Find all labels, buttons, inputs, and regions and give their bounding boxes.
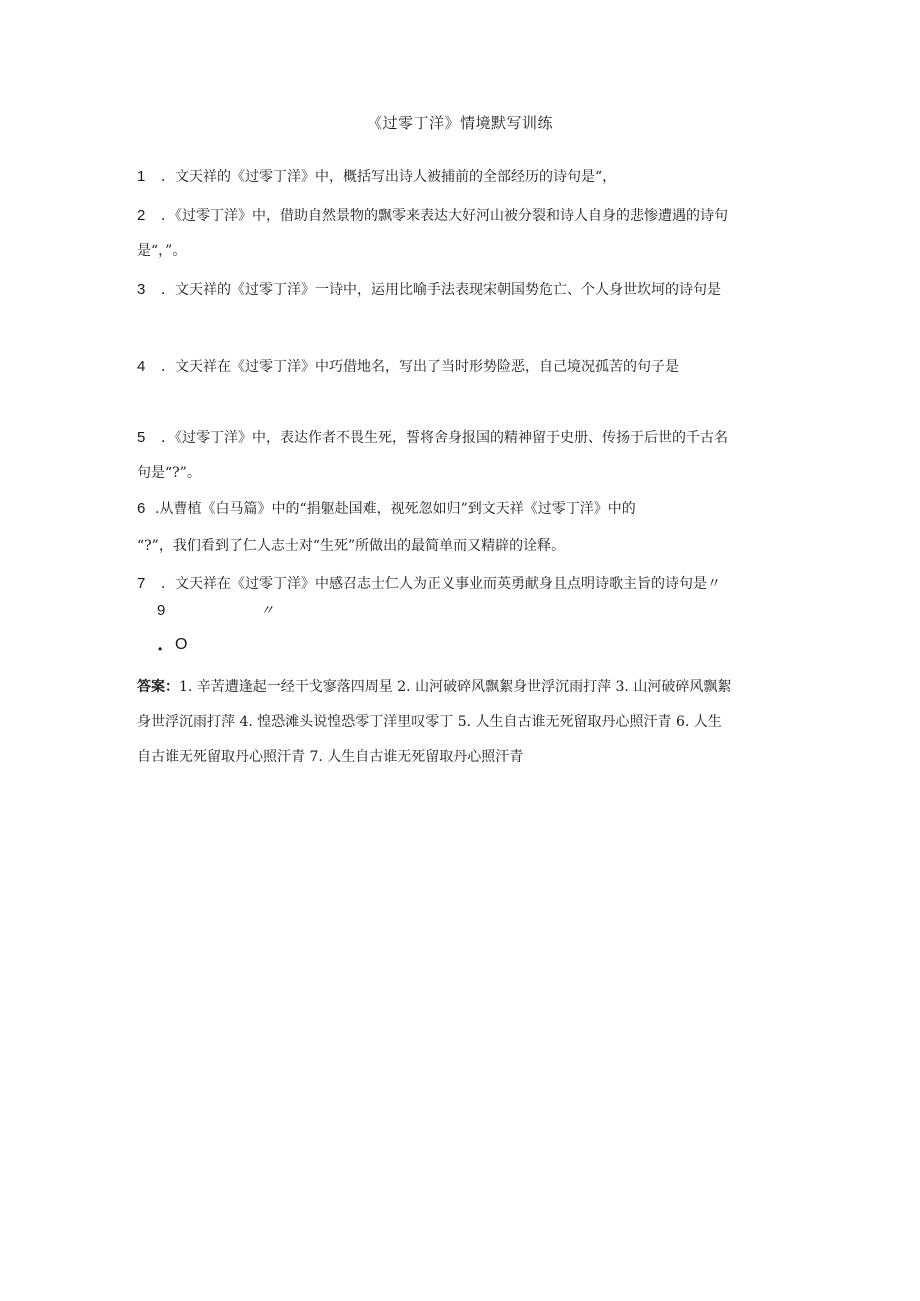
answer-line-2: 身世浮沉雨打萍 4. 惶恐滩头说惶恐零丁洋里叹零丁 5. 人生自古谁无死留取丹心照汗青 6. 人生 bbox=[137, 714, 722, 730]
question-4 bbox=[137, 357, 679, 377]
question-5-continuation: 句是“?”。 bbox=[137, 465, 201, 481]
question-2 bbox=[137, 206, 728, 226]
question-2-continuation: 是“，”。 bbox=[137, 243, 187, 259]
answer-line-3: 自古谁无死留取丹心照汗青 7. 人生自古谁无死留取丹心照汗青 bbox=[137, 749, 524, 765]
answer-text: 1. 辛苦遭逢起一经干戈寥落四周星 2. 山河破碎风飘絮身世浮沉雨打萍 3. 山河破碎风飘絮 bbox=[179, 679, 732, 695]
answer-label: 答案： bbox=[137, 679, 179, 695]
question-6 bbox=[137, 499, 636, 519]
question-number: 5 bbox=[137, 429, 146, 446]
question-text: .从曹植《白马篇》中的“捐躯赴国难，视死忽如归”到文天祥《过零丁洋》中的 bbox=[155, 501, 636, 517]
question-number: 2 bbox=[137, 207, 146, 224]
answer-line-1 bbox=[137, 677, 731, 697]
question-number: 3 bbox=[137, 281, 146, 298]
bullet-dot-icon: • bbox=[158, 642, 163, 656]
question-text: ．《过零丁洋》中，表达作者不畏生死，誓将舍身报国的精神留于史册、传扬于后世的千古名 bbox=[161, 430, 728, 446]
question-number: 4 bbox=[137, 358, 146, 375]
question-5 bbox=[137, 428, 728, 448]
question-7-close-quote: 〃 bbox=[260, 603, 274, 619]
question-3 bbox=[137, 280, 721, 300]
question-number: 6 bbox=[137, 500, 146, 517]
question-7-blank-number: 9 bbox=[157, 602, 166, 619]
question-number: 7 bbox=[137, 575, 146, 592]
question-number: 1 bbox=[137, 168, 146, 185]
question-7 bbox=[137, 574, 721, 594]
question-text: ．《过零丁洋》中，借助自然景物的飘零来表达大好河山被分裂和诗人自身的悲惨遭遇的诗句 bbox=[161, 208, 728, 224]
question-text: ．文天祥的《过零丁洋》一诗中，运用比喻手法表现宋朝国势危亡、个人身世坎坷的诗句是 bbox=[161, 282, 721, 298]
question-6-continuation: “?”，我们看到了仁人志士对“生死”所做出的最简单而又精辟的诠释。 bbox=[137, 538, 566, 554]
question-text: ．文天祥的《过零丁洋》中，概括写出诗人被捕前的全部经历的诗句是“， bbox=[161, 169, 617, 185]
question-1 bbox=[137, 167, 616, 187]
document-title: 《过零丁洋》情境默写训练 bbox=[366, 114, 553, 132]
bullet-letter: O bbox=[175, 636, 188, 653]
question-text: ．文天祥在《过零丁洋》中感召志士仁人为正义事业而英勇献身且点明诗歌主旨的诗句是〃 bbox=[161, 576, 721, 592]
question-text: ．文天祥在《过零丁洋》中巧借地名，写出了当时形势险恶，自己境况孤苦的句子是 bbox=[161, 359, 679, 375]
